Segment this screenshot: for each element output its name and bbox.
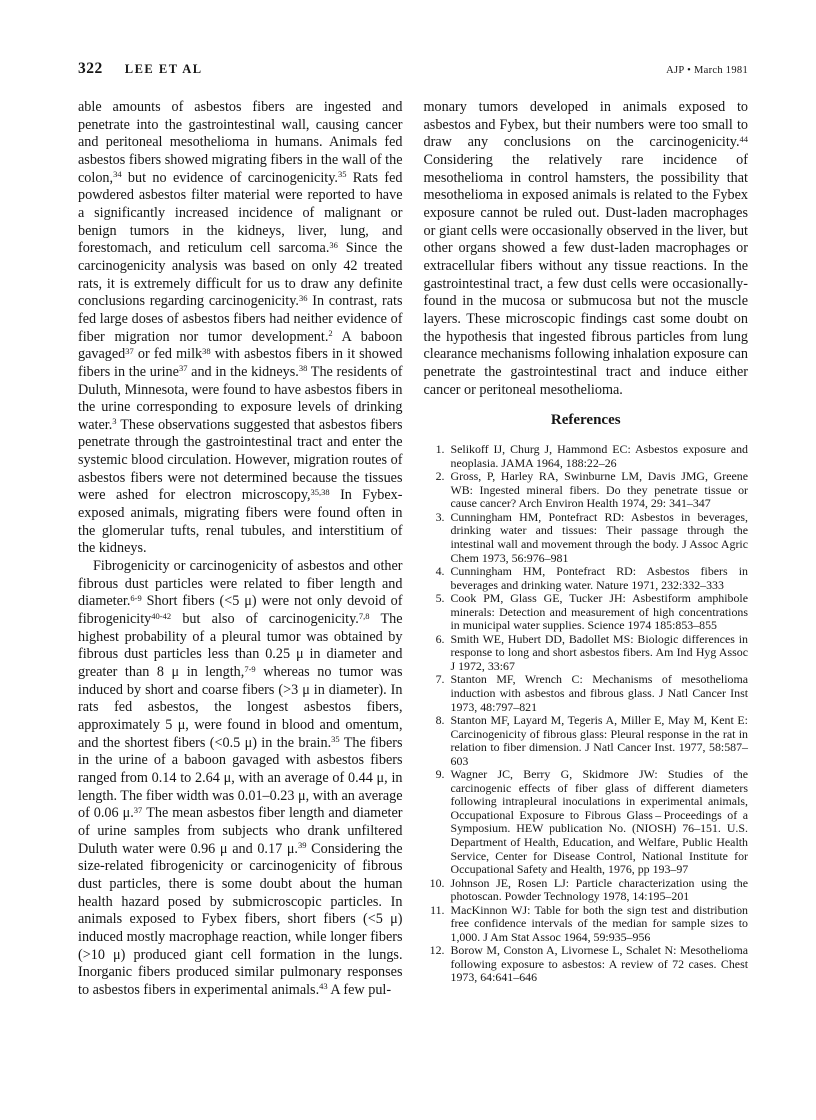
references-heading: References	[550, 412, 621, 429]
page-number: 322	[78, 60, 103, 77]
discussion-text	[424, 99, 749, 399]
reference-text: MacKinnon WJ: Table for both the sign test and distribution free confidence intervals of the median for sample sizes to 1,000. J Am Stat Assoc 1964, 59:935–956	[450, 902, 748, 944]
reference-number: 6.	[435, 631, 445, 646]
citation-superscript: 37	[178, 363, 188, 374]
reference-item	[424, 565, 749, 592]
citation-superscript: 2	[328, 328, 333, 339]
reference-item	[424, 443, 749, 470]
reference-text: Cook PM, Glass GE, Tucker JH: Asbestiform amphibole minerals: Detection and measurement of high concentrations in municipal water supplies. Science 1974 185:853–855	[450, 591, 748, 633]
reference-text: Gross, P, Harley RA, Swinburne LM, Davis JMG, Greene WB: Ingested mineral fibers. Do they penetrate tissue or cause cancer? Arch Environ Health 1974, 29: 341–347	[450, 469, 748, 511]
running-title: LEE ET AL	[124, 62, 203, 76]
citation-superscript: 39	[297, 840, 307, 851]
citation-superscript: 36	[298, 292, 308, 303]
reference-item	[424, 592, 749, 633]
reference-number: 4.	[435, 564, 445, 579]
reference-item	[424, 673, 749, 714]
body-paragraph: monary tumors developed in animals exposed to asbestos and Fybex, but their numbers were too small to draw any conclusions on the carcinogenicity.$^{44}$ Considering the relatively rare incidence of mesothelioma in control hamsters, the possibility that mesothelioma in exposed animals is related to the Fybex exposure cannot be ruled out. Dust-laden macrophages or giant cells were occasionally observed in the liver, but other organs showed a few dust-laden macrophages or extracellular fibers without any tissue reactions. In the gastrointestinal tract, a few dust cells were occasionally-found in the mucosa or submucosa but not the muscle layers. These microscopic findings cast some doubt on the hypothesis that ingested fibrous particles from lung clearance mechanisms following inhalation exposure can penetrate the gastrointestinal tract and induce either cancer or peritoneal mesothelioma.	[423, 99, 748, 398]
journal-info: AJP • March 1981	[666, 65, 748, 76]
reference-item	[424, 470, 749, 511]
reference-text: Borow M, Conston A, Livornese L, Schalet N: Mesothelioma following exposure to asbestos: A review of 72 cases. Chest 1973, 64:641–646	[450, 943, 748, 985]
header-left	[78, 60, 203, 78]
reference-number: 8.	[435, 713, 445, 728]
page-header	[78, 60, 748, 78]
reference-item	[424, 944, 749, 985]
reference-item	[424, 904, 749, 945]
reference-text: Smith WE, Hubert DD, Badollet MS: Biologic differences in response to long and short asbestos fibers. Am Ind Hyg Assoc J 1972, 33:67	[450, 631, 748, 673]
reference-number: 1.	[435, 442, 445, 457]
reference-number: 11.	[430, 902, 445, 917]
citation-superscript: 3	[112, 416, 117, 427]
body-paragraph: able amounts of asbestos fibers are ingested and penetrate into the gastrointestinal wall, causing cancer and peritoneal mesothelioma in humans. Animals fed asbestos fibers showed migrating fibers in the wall of the colon,$^{34}$ but no evidence of carcinogenicity.$^{35}$ Rats fed powdered asbestos filter material were reported to have a significantly increased incidence of malignant or benign tumors in the kidneys, liver, lung, and forestomach, and reticulum cell sarcoma.$^{36}$ Since the carcinogenicity analysis was based on only 42 treated rats, it is extremely difficult for us to draw any definite conclusions regarding carcinogenicity.$^{36}$ In contrast, rats fed large doses of asbestos fibers had neither evidence of fiber migration nor tumor development.$^2$ A baboon gavaged$^{37}$ or fed milk$^{38}$ with asbestos fibers in it showed fibers in the urine$^{37}$ and in the kidneys.$^{38}$ The residents of Duluth, Minnesota, were found to have asbestos fibers in the urine corresponding to exposure levels of drinking water.$^3$ These observations suggested that asbestos fibers penetrate through the gastrointestinal tract and enter the systemic blood circulation. However, migration routes of asbestos fibers were not determined because the tissues were ashed for electron microscopy,$^{35,38}$ In Fybex-exposed animals, migrating fibers were found often in the glomerular tufts, renal tubules, and interstitium of the kidneys.	[78, 99, 403, 557]
citation-superscript: 37	[133, 804, 143, 815]
citation-superscript: 36	[329, 239, 338, 250]
reference-number: 2.	[435, 469, 445, 484]
citation-superscript: 7,8	[358, 610, 370, 621]
reference-text: Johnson JE, Rosen LJ: Particle characterization using the photoscan. Powder Technology 1978, 14:195–201	[450, 875, 748, 904]
citation-superscript: 7-9	[244, 663, 256, 674]
reference-text: Cunningham HM, Pontefract RD: Asbestos in beverages, drinking water and tissues: Their passage through the intestinal wall and movement through the body. J Assoc Agric Chem 1973, 56:976–981	[450, 509, 748, 565]
reference-text: Wagner JC, Berry G, Skidmore JW: Studies of the carcinogenic effects of fiber glass of different diameters following intrapleural inoculations in experimental animals, Occupational Exposure to Fibrous Glass – Proceedings of a Symposium. HEW publication No. (NIOSH) 76–151. U.S. Department of Health, Education, and Welfare, Public Health Service, Center for Disease Control, National Institute for Occupational Safety and Health, 1976, pp 193–97	[450, 767, 748, 877]
citation-superscript: 38	[202, 345, 211, 356]
reference-item	[424, 633, 749, 674]
left-column	[78, 99, 403, 999]
citation-superscript: 37	[125, 345, 134, 356]
reference-item	[424, 511, 749, 565]
reference-text: Stanton MF, Wrench C: Mechanisms of mesothelioma induction with asbestos and fibrous glass. J Natl Cancer Inst 1973, 48:797–821	[450, 672, 748, 714]
reference-number: 3.	[435, 509, 445, 524]
reference-number: 10.	[429, 875, 445, 890]
reference-number: 7.	[435, 672, 445, 687]
reference-item	[424, 877, 749, 904]
reference-item	[424, 768, 749, 876]
reference-number: 12.	[429, 943, 445, 958]
reference-item	[424, 714, 749, 768]
citation-superscript: 34	[113, 169, 122, 180]
two-column-body	[78, 99, 748, 999]
citation-superscript: 40-42	[151, 610, 172, 621]
reference-text: Stanton MF, Layard M, Tegeris A, Miller E, May M, Kent E: Carcinogenicity of fibrous glass: Pleural response in the rat in relation to fiber dimension. J Natl Cancer Inst. 1977, 58:587–603	[450, 713, 748, 768]
body-paragraph: Fibrogenicity or carcinogenicity of asbestos and other fibrous dust particles were related to fiber length and diameter.$^{6-9}$ Short fibers (<5 μ) were not only devoid of fibrogenicity$^{40-42}$ but also of carcinogenicity.$^{7,8}$ The highest probability of a pleural tumor was obtained by fibrous dust particles less than 0.25 μ in diameter and greater than 8 μ in length,$^{7-9}$ whereas no tumor was induced by short and coarse fibers (>3 μ in diameter). In rats fed asbestos, the longest asbestos fibers, approximately 5 μ, were found in blood and omentum, and the shortest fibers (<0.5 μ) in the brain.$^{35}$ The fibers in the urine of a baboon gavaged with asbestos fibers ranged from 0.14 to 2.64 μ, with an average of 0.44 μ, in length. The fiber width was 0.01–0.23 μ, with an average of 0.06 μ.$^{37}$ The mean asbestos fiber length and diameter of urine samples from subjects who drank unfiltered Duluth water were 0.96 μ and 0.17 μ.$^{39}$ Considering the size-related fibrogenicity or carcinogenicity of fibrous dust particles, there is some doubt about the human health hazard posed by submicroscopic particles. In animals exposed to Fybex fibers, short fibers (<5 μ) induced mostly macrophage reaction, while longer fibers (>10 μ) produced giant cell formation in the lungs. Inorganic fibers produced similar pulmonary responses to asbestos fibers in experimental animals.$^{43}$ A few pul-	[78, 558, 403, 998]
citation-superscript: 44	[739, 133, 748, 144]
reference-number: 9.	[435, 767, 445, 782]
citation-superscript: 35	[337, 169, 347, 180]
citation-superscript: 35,38	[310, 486, 330, 497]
right-column	[424, 99, 749, 999]
citation-superscript: 43	[319, 981, 328, 992]
citation-superscript: 38	[298, 363, 308, 374]
citation-superscript: 6-9	[130, 592, 142, 603]
citation-superscript: 35	[331, 734, 340, 745]
reference-number: 5.	[435, 591, 445, 606]
reference-text: Cunningham HM, Pontefract RD: Asbestos fibers in beverages and drinking water. Nature 1971, 232:332–333	[450, 564, 748, 592]
reference-text: Selikoff IJ, Churg J, Hammond EC: Asbestos exposure and neoplasia. JAMA 1964, 188:22–26	[450, 442, 748, 470]
references-list	[424, 443, 749, 985]
